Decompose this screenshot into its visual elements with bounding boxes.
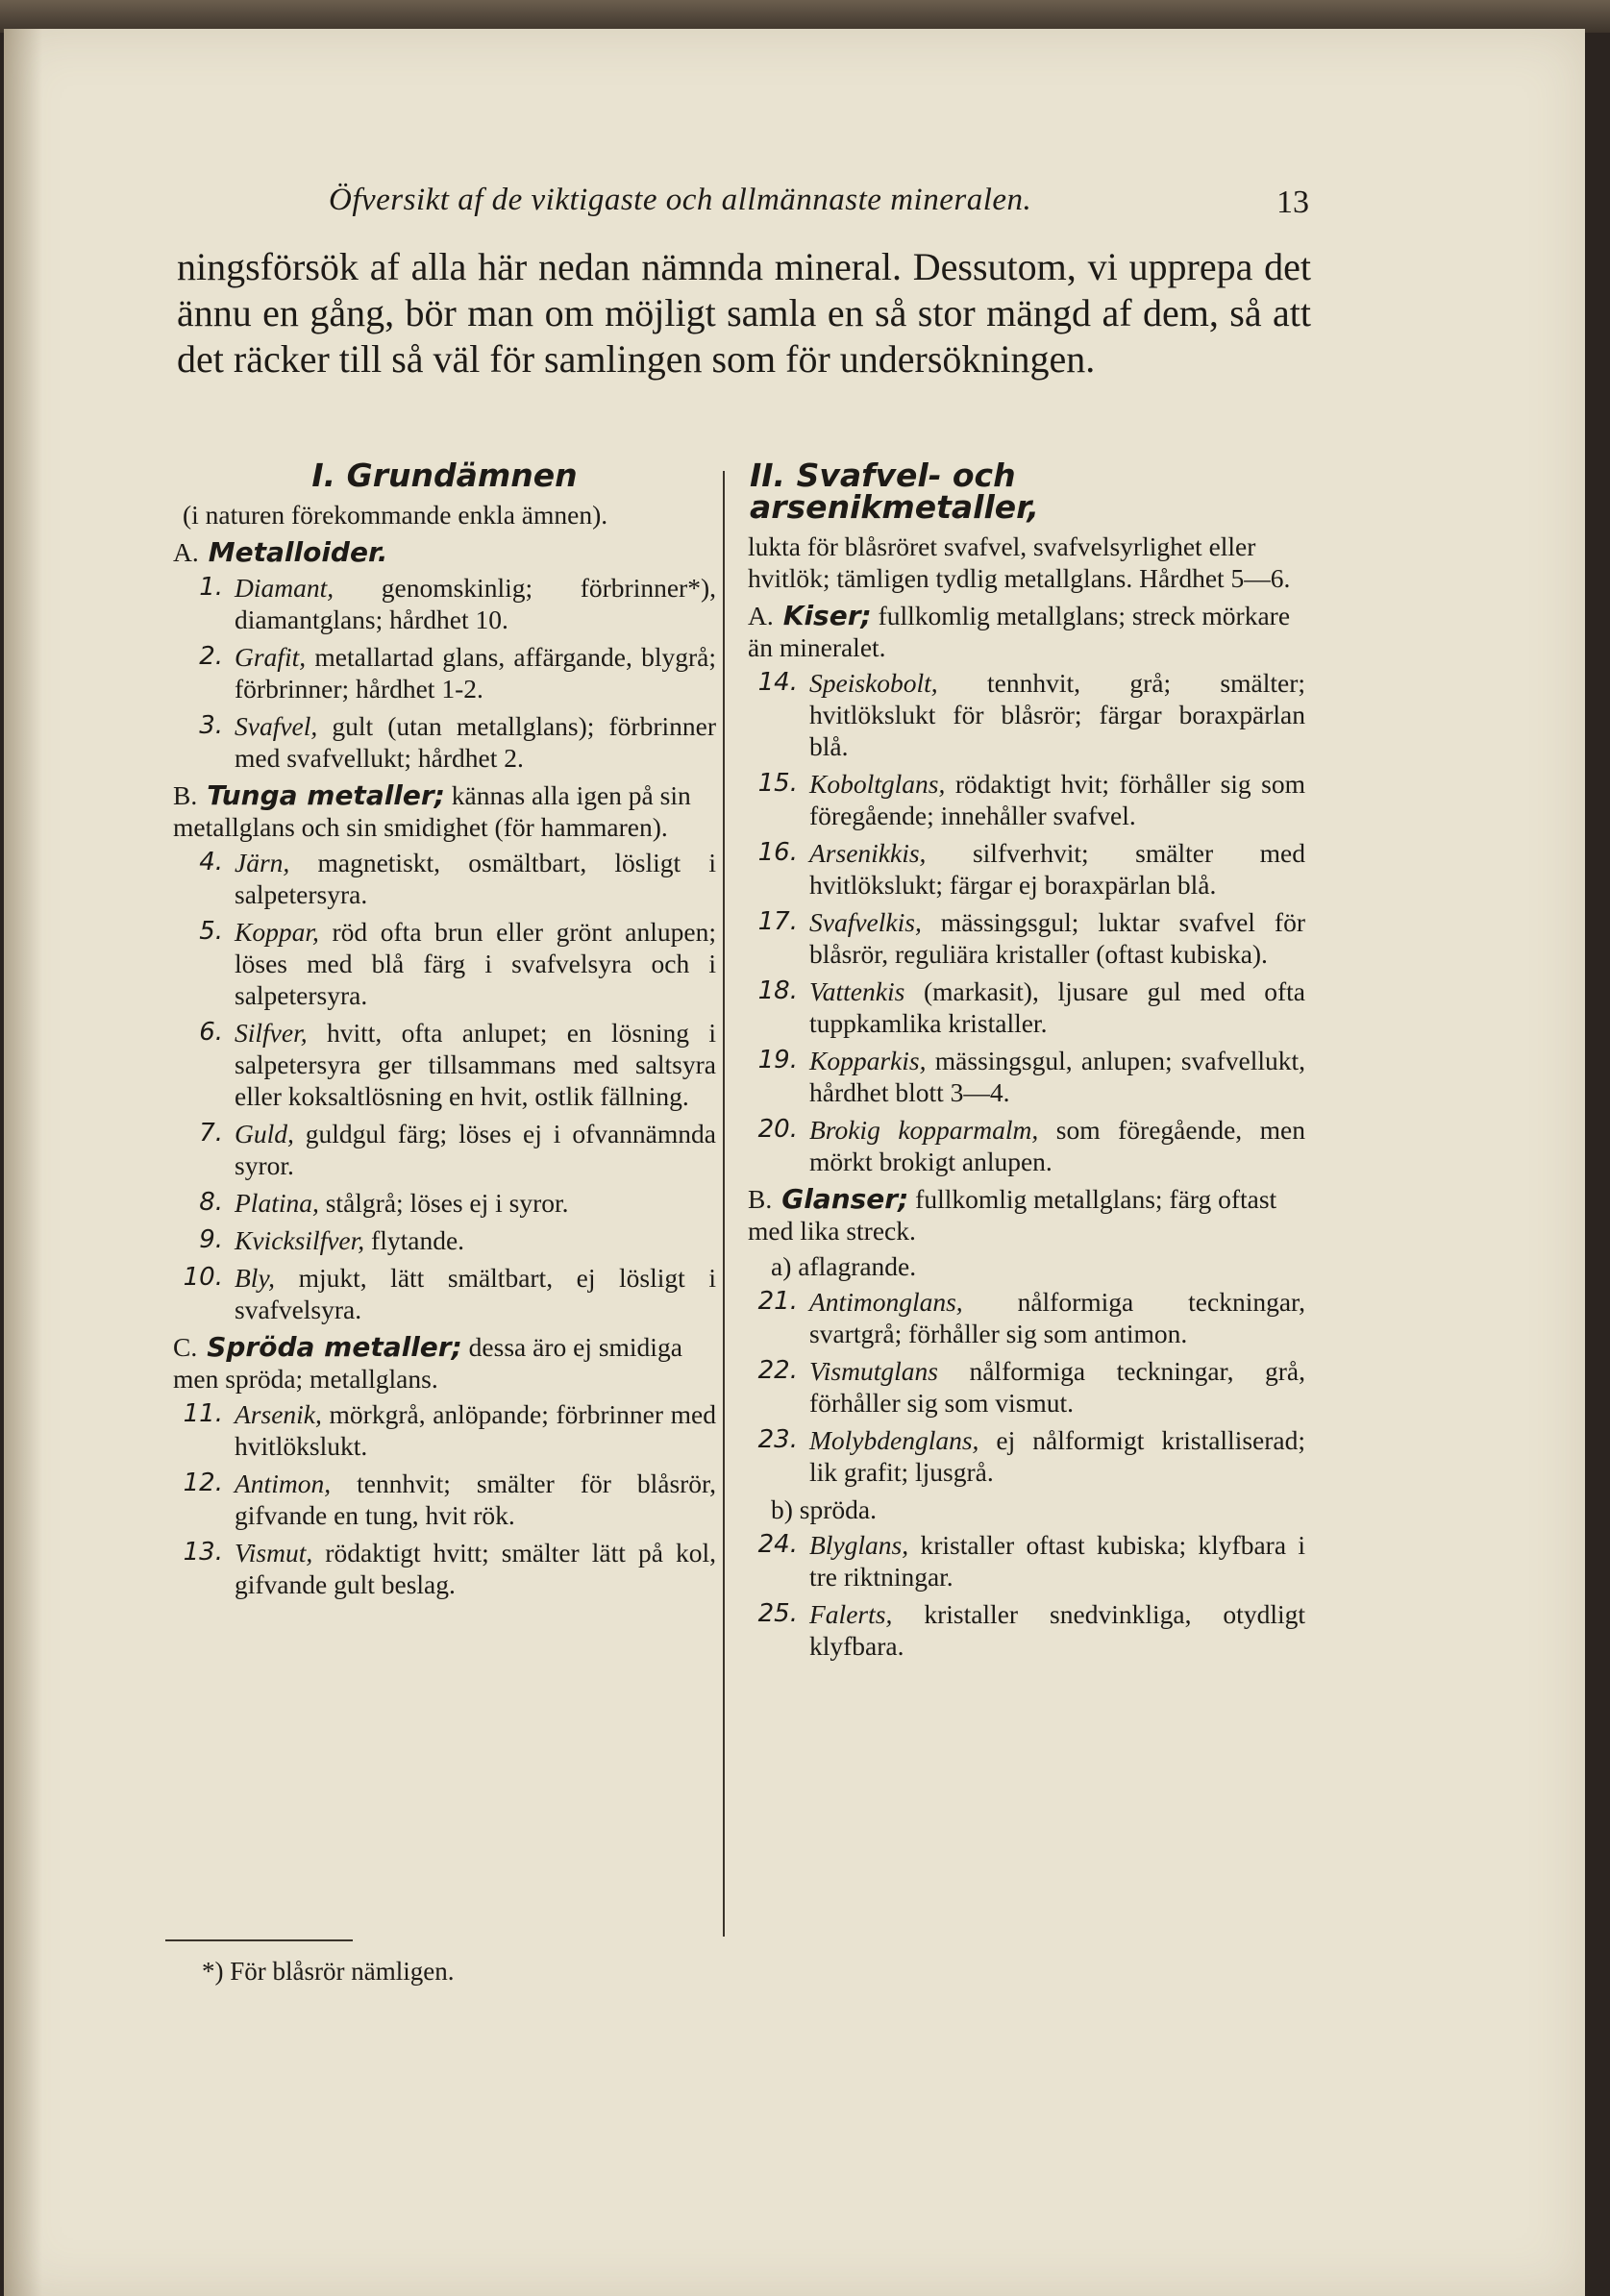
mineral-entry	[173, 641, 716, 704]
entry-number: 8.	[199, 1188, 223, 1217]
section-heading-grundamnen: I. Grundämnen	[311, 457, 578, 494]
footnote: *) För blåsrör nämligen.	[202, 1957, 455, 1986]
mineral-entry	[748, 1355, 1305, 1419]
entry-body	[235, 572, 716, 635]
entry-body	[809, 1286, 1305, 1349]
subsection-title: Tunga metaller;	[207, 779, 445, 811]
mineral-description: mässingsgul, anlupen; svafvellukt, hårdhet blott 3—4.	[809, 1046, 1305, 1107]
mineral-description: flytande.	[364, 1225, 465, 1255]
mineral-entry	[173, 847, 716, 910]
entry-body	[809, 975, 1305, 1039]
entry-number: 11.	[183, 1399, 223, 1428]
entry-number: 2.	[199, 642, 223, 671]
mineral-name: Antimonglans,	[809, 1287, 963, 1317]
page-number: 13	[1276, 185, 1309, 220]
mineral-name: Guld,	[235, 1119, 294, 1148]
subsection-title: Metalloider.	[208, 536, 388, 568]
entry-body	[809, 1355, 1305, 1419]
mineral-name: Vattenkis	[809, 976, 905, 1006]
subsection-title: Kiser;	[782, 600, 872, 631]
mineral-description: kristaller snedvinkliga, otydligt klyfbara.	[809, 1599, 1305, 1661]
entry-number: 15.	[757, 769, 798, 798]
mineral-name: Arsenik,	[235, 1399, 322, 1429]
subsection-label: C.	[173, 1332, 198, 1362]
entry-body	[809, 1045, 1305, 1108]
group-label: b) spröda.	[771, 1494, 877, 1524]
mineral-description: mässingsgul; luktar svafvel för blåsrör, reguliära kristaller (oftast kubiska).	[809, 907, 1305, 969]
entry-number: 16.	[757, 838, 798, 867]
mineral-name: Vismut,	[235, 1538, 313, 1568]
entry-body	[235, 847, 716, 910]
mineral-entry	[173, 1187, 716, 1219]
left-column	[173, 459, 716, 1606]
entry-number: 6.	[199, 1018, 223, 1047]
mineral-description: tennhvit, grå; smälter; hvitlökslukt för blåsrör; färgar boraxpärlan blå.	[809, 668, 1305, 761]
entry-number: 12.	[183, 1469, 223, 1497]
mineral-entry	[748, 837, 1305, 901]
mineral-name: Grafit,	[235, 642, 307, 672]
mineral-description: mörkgrå, anlöpande; förbrinner med hvitlökslukt.	[235, 1399, 716, 1461]
subsection-a	[173, 536, 716, 568]
mineral-name: Blyglans,	[809, 1530, 909, 1560]
footnote-rule	[165, 1939, 353, 1941]
entry-number: 14.	[757, 668, 798, 697]
mineral-entry	[748, 1598, 1305, 1662]
mineral-description: metallartad glans, affärgande, blygrå; förbrinner; hårdhet 1-2.	[235, 642, 716, 704]
mineral-description: hvitt, ofta anlupet; en lösning i salpetersyra ger tillsammans med saltsyra eller koksaltlösning en hvit, ostlik fällning.	[235, 1018, 716, 1111]
entry-number: 18.	[757, 976, 798, 1005]
mineral-name: Silfver,	[235, 1018, 308, 1048]
mineral-description: kristaller oftast kubiska; klyfbara i tre riktningar.	[809, 1530, 1305, 1592]
subsection-label: B.	[748, 1184, 773, 1214]
entry-number: 20.	[757, 1115, 798, 1144]
entry-number: 21.	[757, 1287, 798, 1316]
subsection-a	[748, 600, 1305, 663]
mineral-name: Arsenikkis,	[809, 838, 927, 868]
entry-body	[235, 1118, 716, 1181]
mineral-entry	[173, 1537, 716, 1600]
mineral-description: magnetiskt, osmältbart, lösligt i salpetersyra.	[235, 848, 716, 909]
subsection-title: Glanser;	[781, 1183, 909, 1215]
entry-number: 4.	[199, 848, 223, 876]
mineral-name: Bly,	[235, 1263, 276, 1293]
entry-body	[809, 1114, 1305, 1177]
entry-number: 23.	[757, 1425, 798, 1454]
entry-body	[809, 1598, 1305, 1662]
mineral-description: rödaktigt hvitt; smälter lätt på kol, gifvande gult beslag.	[235, 1538, 716, 1599]
entry-list	[173, 572, 716, 774]
mineral-description: (markasit), ljusare gul med ofta tuppkamlika kristaller.	[809, 976, 1305, 1038]
mineral-name: Svafvelkis,	[809, 907, 922, 937]
mineral-entry	[173, 1262, 716, 1325]
entry-body	[809, 837, 1305, 901]
entry-list	[748, 1286, 1305, 1488]
entry-number: 10.	[183, 1263, 223, 1292]
mineral-name: Molybdenglans,	[809, 1425, 979, 1455]
mineral-entry	[748, 1424, 1305, 1488]
intro-paragraph	[177, 244, 1311, 383]
subsection-text: fullkomlig metallglans; färg oftast med lika streck.	[748, 1184, 1277, 1246]
mineral-name: Koboltglans,	[809, 769, 946, 799]
mineral-entry	[173, 1224, 716, 1256]
mineral-description: ej nålformigt kristalliserad; lik grafit; ljusgrå.	[809, 1425, 1305, 1487]
subsection-text: kännas alla igen på sin metallglans och sin smidighet (för hammaren).	[173, 780, 691, 842]
entry-body	[235, 1017, 716, 1112]
entry-body	[235, 1537, 716, 1600]
mineral-entry	[748, 1114, 1305, 1177]
subsection-label: B.	[173, 780, 198, 810]
entry-number: 24.	[757, 1530, 798, 1559]
mineral-entry	[748, 975, 1305, 1039]
mineral-description: gult (utan metallglans); förbrinner med svafvellukt; hårdhet 2.	[235, 711, 716, 773]
mineral-description: tennhvit; smälter för blåsrör, gifvande en tung, hvit rök.	[235, 1469, 716, 1530]
entry-body	[235, 1224, 716, 1256]
intro-text: ningsförsök af alla här nedan nämnda mineral. Dessutom, vi upprepa det ännu en gång, bör man om möjligt samla en så stor mängd af dem, så att det räcker till så väl för samlingen som för undersökningen.	[177, 245, 1311, 381]
mineral-entry	[748, 768, 1305, 831]
mineral-description: rödaktigt hvit; förhåller sig som föregående; innehåller svafvel.	[809, 769, 1305, 830]
mineral-name: Platina,	[235, 1188, 319, 1218]
entry-list	[173, 847, 716, 1325]
mineral-entry	[173, 1118, 716, 1181]
mineral-name: Speiskobolt,	[809, 668, 938, 698]
right-column	[748, 459, 1305, 1667]
subsection-text: dessa äro ej smidiga men spröda; metallglans.	[173, 1332, 682, 1394]
running-head: Öfversikt af de viktigaste och allmännaste mineralen.	[329, 183, 1032, 217]
mineral-entry	[173, 572, 716, 635]
entry-number: 9.	[199, 1225, 223, 1254]
mineral-entry	[748, 667, 1305, 762]
mineral-entry	[173, 710, 716, 774]
entry-number: 22.	[757, 1356, 798, 1385]
mineral-entry	[173, 1398, 716, 1462]
mineral-description: röd ofta brun eller grönt anlupen; löses med blå färg i svafvelsyra och i salpetersyra.	[235, 917, 716, 1010]
mineral-name: Kopparkis,	[809, 1046, 927, 1075]
mineral-name: Falerts,	[809, 1599, 893, 1629]
entry-list	[173, 1398, 716, 1600]
entry-body	[235, 916, 716, 1011]
mineral-name: Diamant,	[235, 573, 334, 603]
mineral-entry	[748, 1529, 1305, 1592]
entry-list	[748, 1529, 1305, 1662]
section-heading-svafvel: II. Svafvel- och arsenikmetaller,	[750, 457, 1040, 526]
mineral-name: Svafvel,	[235, 711, 318, 741]
entry-body	[235, 710, 716, 774]
mineral-entry	[173, 916, 716, 1011]
entry-body	[809, 906, 1305, 970]
mineral-description: mjukt, lätt smältbart, ej lösligt i svafvelsyra.	[235, 1263, 716, 1324]
entry-number: 7.	[199, 1119, 223, 1148]
entry-body	[235, 1187, 716, 1219]
subsection-b	[173, 779, 716, 843]
group-label: a) aflagrande.	[771, 1251, 917, 1281]
mineral-entry	[173, 1468, 716, 1531]
mineral-entry	[173, 1017, 716, 1112]
entry-number: 1.	[199, 573, 223, 602]
section-note: lukta för blåsröret svafvel, svafvelsyrlighet eller hvitlök; tämligen tydlig metallglans. Hårdhet 5—6.	[748, 531, 1291, 593]
mineral-description: nålformiga teckningar, svartgrå; förhåller sig som antimon.	[809, 1287, 1305, 1348]
mineral-entry	[748, 1045, 1305, 1108]
subsection-label: A.	[173, 537, 199, 567]
subsection-b	[748, 1183, 1305, 1247]
mineral-description: genomskinlig; förbrinner*), diamantglans; hårdhet 10.	[235, 573, 716, 634]
entry-number: 5.	[199, 917, 223, 946]
book-edge	[0, 0, 1610, 33]
entry-body	[809, 667, 1305, 762]
entry-body	[235, 1262, 716, 1325]
entry-number: 19.	[757, 1046, 798, 1074]
mineral-description: silfverhvit; smälter med hvitlökslukt; färgar ej boraxpärlan blå.	[809, 838, 1305, 900]
entry-list	[748, 667, 1305, 1177]
entry-number: 13.	[183, 1538, 223, 1567]
entry-body	[809, 1424, 1305, 1488]
binding-shadow	[4, 29, 42, 2296]
mineral-entry	[748, 1286, 1305, 1349]
entry-body	[235, 641, 716, 704]
mineral-name: Antimon,	[235, 1469, 332, 1498]
subsection-title: Spröda metaller;	[207, 1331, 462, 1363]
entry-number: 25.	[757, 1599, 798, 1628]
subsection-label: A.	[748, 601, 774, 630]
entry-number: 3.	[199, 711, 223, 740]
mineral-name: Vismutglans	[809, 1356, 938, 1386]
mineral-name: Brokig kopparmalm,	[809, 1115, 1039, 1145]
mineral-description: som föregående, men mörkt brokigt anlupen.	[809, 1115, 1306, 1176]
mineral-description: guldgul färg; löses ej i ofvannämnda syror.	[235, 1119, 716, 1180]
mineral-entry	[748, 906, 1305, 970]
entry-body	[235, 1468, 716, 1531]
mineral-name: Kvicksilfver,	[235, 1225, 365, 1255]
mineral-description: stålgrå; löses ej i syror.	[318, 1188, 569, 1218]
subsection-c	[173, 1331, 716, 1395]
column-divider	[723, 471, 725, 1937]
entry-number: 17.	[757, 907, 798, 936]
subsection-text: fullkomlig metallglans; streck mörkare än mineralet.	[748, 601, 1291, 662]
entry-body	[235, 1398, 716, 1462]
mineral-name: Koppar,	[235, 917, 319, 947]
mineral-name: Järn,	[235, 848, 290, 877]
mineral-description: nålformiga teckningar, grå, förhåller sig som vismut.	[809, 1356, 1305, 1418]
entry-body	[809, 768, 1305, 831]
entry-body	[809, 1529, 1305, 1592]
section-note: (i naturen förekommande enkla ämnen).	[183, 500, 608, 530]
